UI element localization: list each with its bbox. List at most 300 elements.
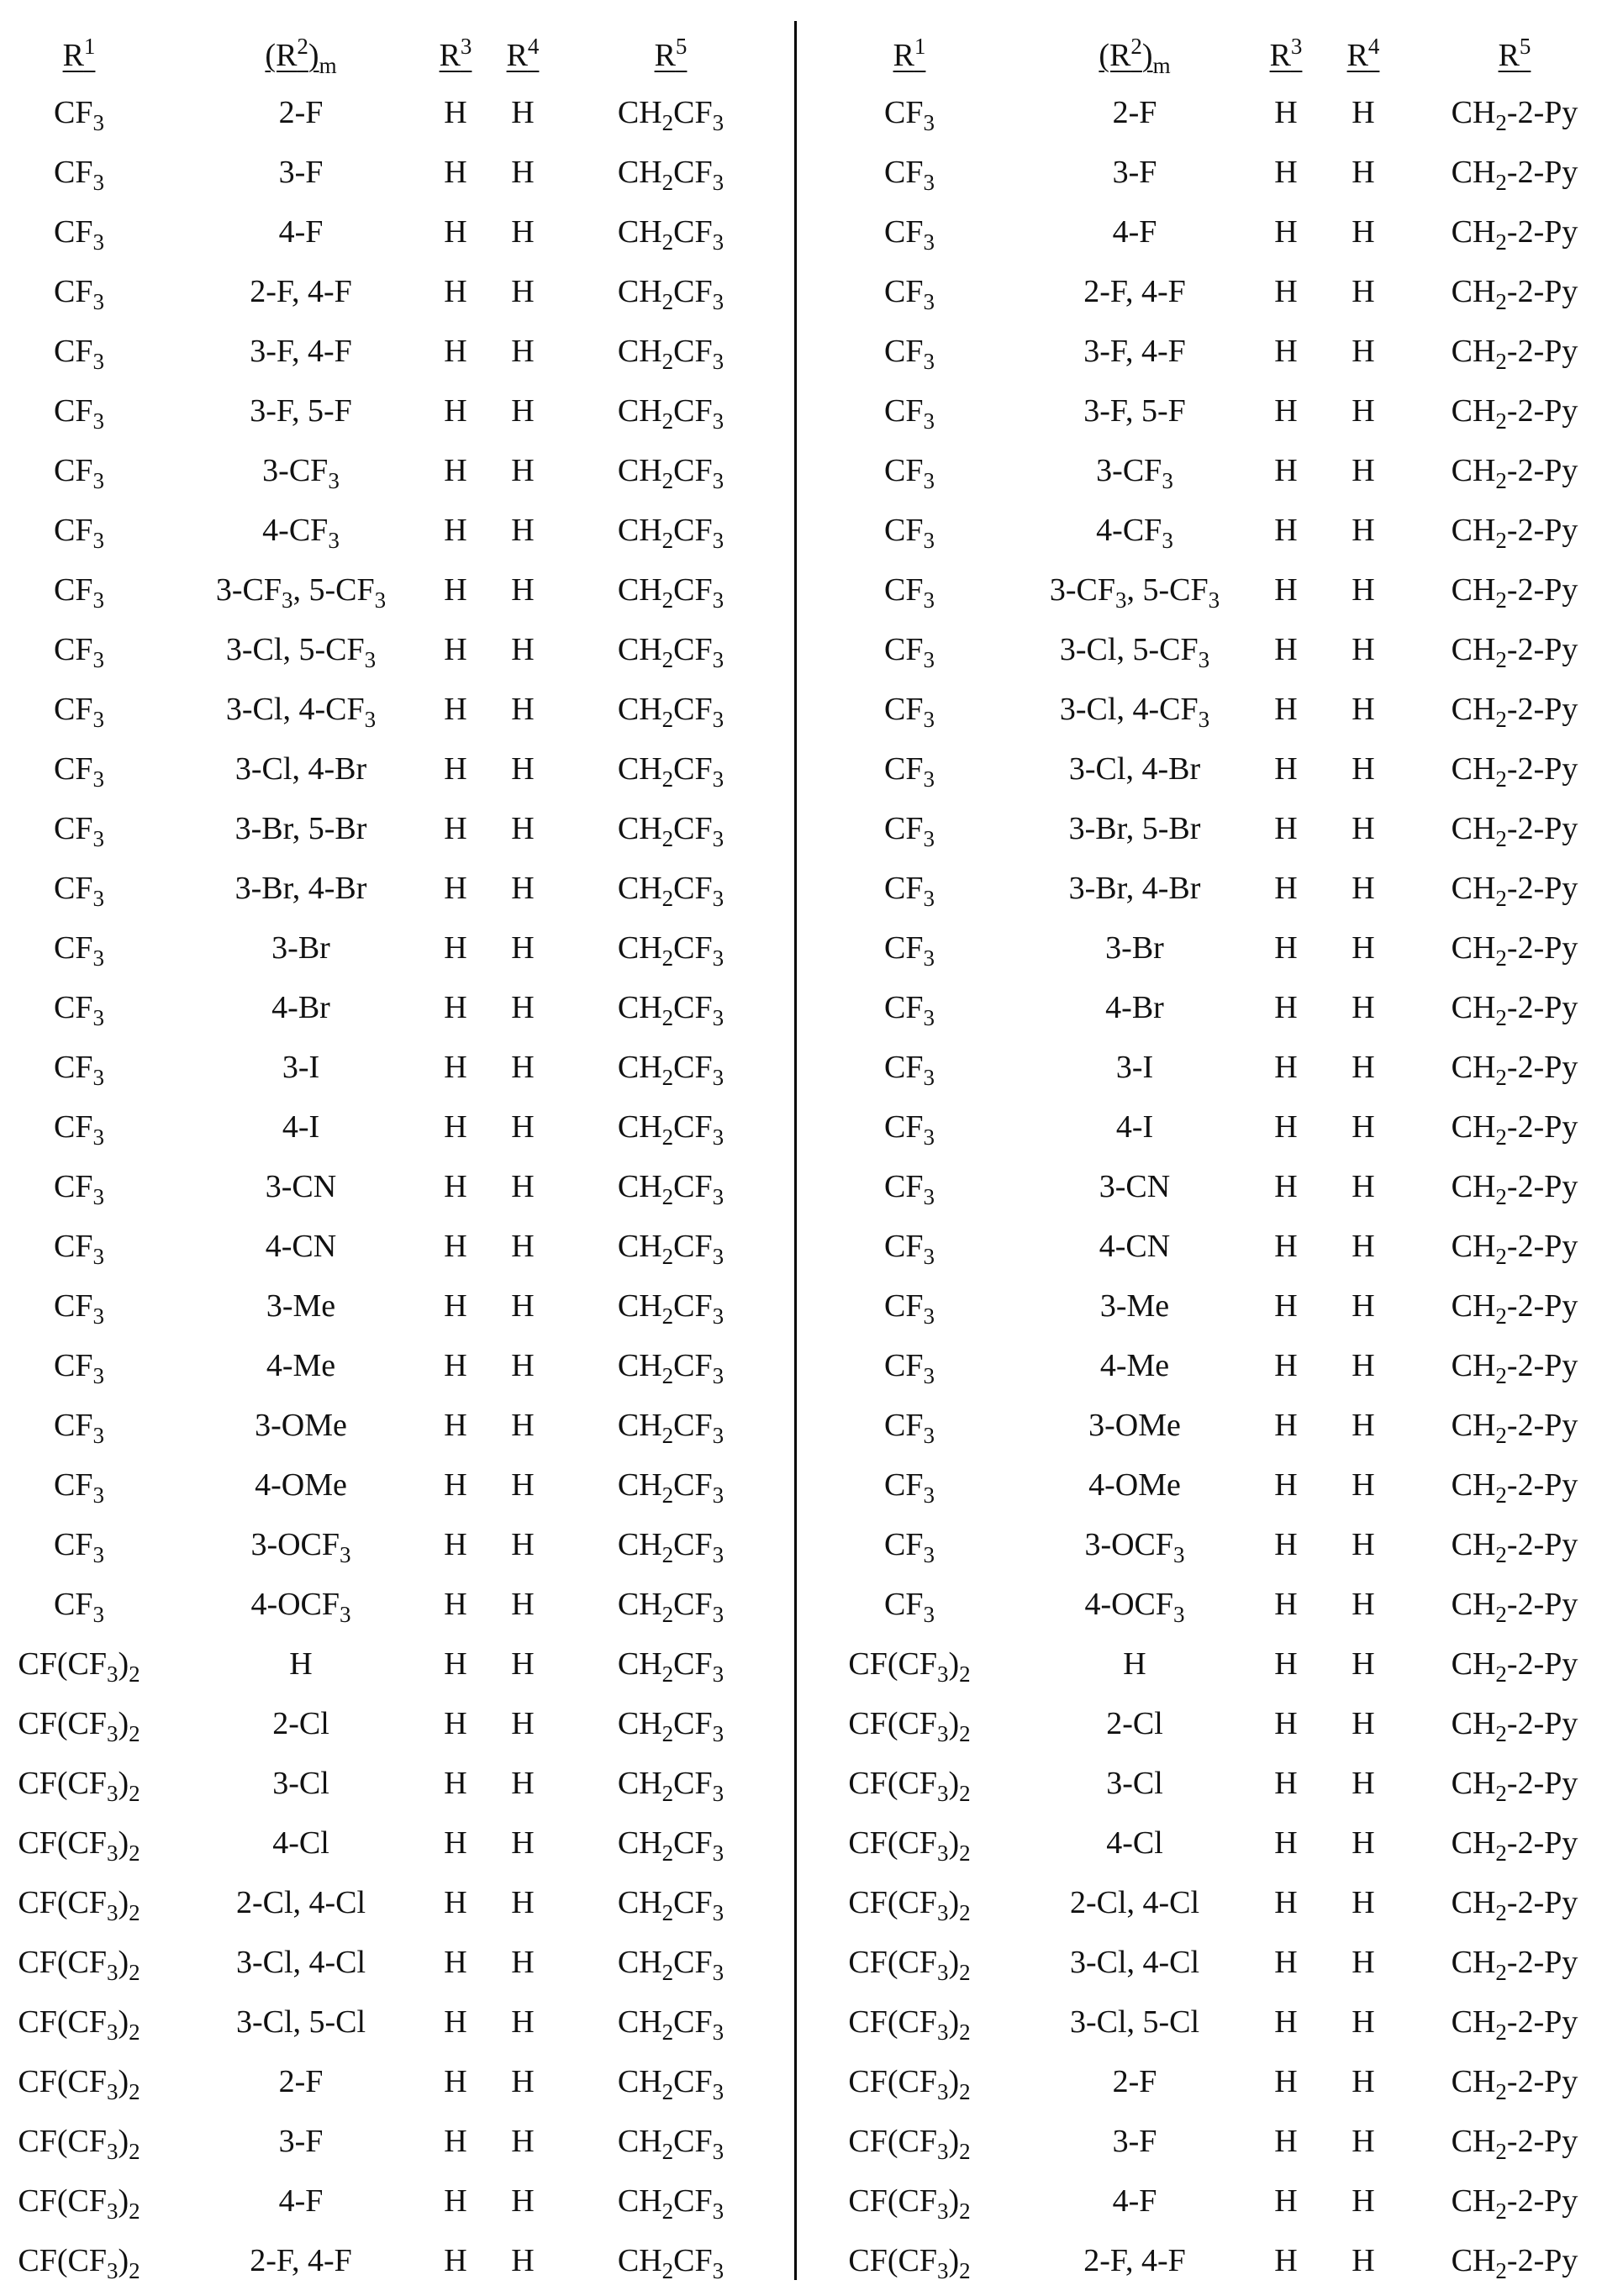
cell-r5: $CH_2-2-Py$ [1451,1885,1578,1925]
cell-r1: $CF_3$ [54,572,104,613]
cell-r2: $3-CF_3$, $5-CF_3$ [1049,572,1220,613]
cell-r2: 3-Br [271,930,330,966]
cell-r3: H [1274,2124,1298,2159]
table-row [0,1758,796,1809]
cell-r5: $CH_2-2-Py$ [1451,632,1578,672]
table-row [0,2116,796,2167]
cell-r3: H [1274,1288,1298,1324]
cell-r1: $CF_3$ [54,632,104,672]
table-row [0,207,796,257]
cell-r3: H [444,751,467,787]
cell-r1: $CF(CF_3)_2$ [18,1885,140,1925]
header-row [0,30,796,81]
cell-r4: H [511,1885,535,1920]
cell-r4: H [511,1706,535,1741]
cell-r5: $CH_2CF_3$ [617,1408,724,1448]
cell-r3: H [1274,274,1298,309]
table-row [798,803,1607,854]
table-row [798,2235,1607,2286]
cell-r2: 4-I [1115,1109,1154,1145]
cell-r4: H [511,1229,535,1264]
cell-r3: H [444,1945,467,1980]
table-row [798,565,1607,615]
cell-r1: $CF_3$ [884,811,935,851]
cell-r2: 3-F [1112,2124,1157,2159]
cell-r4: H [1351,95,1375,130]
cell-r2: 2-F [1112,95,1157,130]
cell-r4: H [1351,2004,1375,2040]
cell-r4: H [1351,513,1375,548]
table-row [798,863,1607,914]
cell-r3: H [1274,513,1298,548]
cell-r1: $CF_3$ [884,1169,935,1209]
cell-r4: H [1351,572,1375,608]
cell-r4: H [1351,334,1375,369]
cell-r2: 4-Br [1105,990,1164,1025]
cell-r4: H [511,513,535,548]
cell-r5: $CH_2-2-Py$ [1451,1646,1578,1687]
cell-r1: $CF_3$ [884,1348,935,1388]
cell-r3: H [1274,2004,1298,2040]
cell-r4: H [511,1587,535,1622]
cell-r5: $CH_2-2-Py$ [1451,1348,1578,1388]
cell-r1: $CF(CF_3)_2$ [848,1945,971,1985]
cell-r4: H [511,214,535,250]
cell-r5: $CH_2-2-Py$ [1451,2183,1578,2224]
table-row [0,1639,796,1689]
table-row [798,1340,1607,1391]
table-row [798,1281,1607,1331]
cell-r2: $3-OCF_3$ [250,1527,351,1567]
table-row [798,386,1607,436]
table-row [0,266,796,317]
cell-r2: 3-I [282,1050,320,1085]
cell-r2: 4-F [1112,214,1157,250]
cell-r5: $CH_2-2-Py$ [1451,811,1578,851]
cell-r2: 4-Me [266,1348,336,1383]
cell-r2: 3-Br, 4-Br [234,871,367,906]
cell-r1: $CF_3$ [884,572,935,613]
cell-r1: $CF_3$ [884,393,935,434]
column-divider [794,21,797,2280]
cell-r4: H [511,2064,535,2099]
cell-r5: $CH_2CF_3$ [617,513,724,553]
cell-r5: $CH_2CF_3$ [617,1885,724,1925]
cell-r4: H [1351,1945,1375,1980]
cell-r3: H [444,632,467,667]
cell-r1: $CF_3$ [54,453,104,493]
cell-r5: $CH_2CF_3$ [617,2243,724,2283]
cell-r4: H [1351,1646,1375,1682]
table-row [798,1102,1607,1152]
cell-r3: H [1274,572,1298,608]
cell-r3: H [444,513,467,548]
cell-r4: H [1351,811,1375,846]
cell-r3: H [444,214,467,250]
cell-r5: $CH_2-2-Py$ [1451,1527,1578,1567]
cell-r1: $CF_3$ [54,871,104,911]
cell-r3: H [1274,1766,1298,1801]
cell-r3: H [444,1408,467,1443]
cell-r3: H [444,1288,467,1324]
cell-r3: H [444,274,467,309]
cell-r4: H [511,453,535,488]
table-row [0,1460,796,1510]
cell-r4: H [511,1408,535,1443]
cell-r5: $CH_2CF_3$ [617,1945,724,1985]
cell-r3: H [1274,2064,1298,2099]
table-row [0,1877,796,1928]
cell-r3: H [444,2064,467,2099]
cell-r4: H [1351,1348,1375,1383]
cell-r1: $CF_3$ [884,1109,935,1150]
cell-r1: $CF(CF_3)_2$ [18,2004,140,2045]
cell-r4: H [511,1288,535,1324]
header-r4: $R^4$ [1346,34,1380,73]
table-row [0,2056,796,2107]
cell-r3: H [1274,1945,1298,1980]
cell-r5: $CH_2CF_3$ [617,871,724,911]
cell-r2: 3-F, 5-F [250,393,352,429]
cell-r2: 3-Cl, 5-Cl [235,2004,366,2040]
table-row [798,1758,1607,1809]
cell-r2: 3-Cl, $5-CF_3$ [1059,632,1210,672]
cell-r3: H [444,334,467,369]
table-row [0,505,796,556]
cell-r3: H [1274,1825,1298,1861]
cell-r5: $CH_2CF_3$ [617,1527,724,1567]
cell-r2: 3-Cl, 4-Cl [235,1945,366,1980]
header-r1: $R^1$ [62,34,96,73]
cell-r4: H [1351,632,1375,667]
cell-r5: $CH_2CF_3$ [617,214,724,255]
cell-r4: H [1351,1408,1375,1443]
cell-r1: $CF(CF_3)_2$ [18,1825,140,1866]
cell-r1: $CF(CF_3)_2$ [848,2183,971,2224]
cell-r2: 3-CN [1099,1169,1171,1204]
cell-r2: 3-F [278,155,324,190]
cell-r2: 4-Br [271,990,330,1025]
cell-r5: $CH_2-2-Py$ [1451,1825,1578,1866]
cell-r1: $CF_3$ [884,871,935,911]
cell-r5: $CH_2CF_3$ [617,1766,724,1806]
cell-r1: $CF_3$ [884,1527,935,1567]
table-row [0,684,796,735]
cell-r3: H [1274,990,1298,1025]
cell-r4: H [511,632,535,667]
cell-r2: 3-I [1115,1050,1154,1085]
cell-r5: $CH_2-2-Py$ [1451,1408,1578,1448]
cell-r2: 3-Cl, 4-Br [234,751,367,787]
cell-r3: H [444,95,467,130]
cell-r3: H [1274,1348,1298,1383]
table-row [0,1818,796,1868]
cell-r1: $CF_3$ [54,1348,104,1388]
cell-r4: H [1351,930,1375,966]
cell-r3: H [444,1050,467,1085]
table-row [798,1460,1607,1510]
cell-r3: H [1274,1527,1298,1562]
cell-r3: H [1274,453,1298,488]
cell-r2: 3-Cl, $4-CF_3$ [1059,692,1210,732]
cell-r3: H [1274,1050,1298,1085]
cell-r1: $CF_3$ [54,1109,104,1150]
cell-r2: $4-OCF_3$ [250,1587,351,1627]
table-row [0,923,796,973]
table-row [798,1400,1607,1451]
header-r5: $R^5$ [1498,34,1531,73]
table-row [0,1221,796,1272]
cell-r1: $CF(CF_3)_2$ [848,1885,971,1925]
cell-r3: H [1274,2243,1298,2278]
table-row [0,2235,796,2286]
cell-r2: 3-Cl [272,1766,329,1801]
cell-r2: 2-F [1112,2064,1157,2099]
cell-r3: H [444,1646,467,1682]
cell-r4: H [511,572,535,608]
cell-r1: $CF_3$ [54,95,104,135]
cell-r5: $CH_2-2-Py$ [1451,1945,1578,1985]
cell-r2: $3-CF_3$, $5-CF_3$ [215,572,387,613]
cell-r1: $CF_3$ [54,1288,104,1329]
cell-r4: H [511,1646,535,1682]
table-row [798,1639,1607,1689]
cell-r4: H [1351,453,1375,488]
cell-r2: 4-F [278,2183,324,2219]
cell-r3: H [444,1229,467,1264]
cell-r5: $CH_2-2-Py$ [1451,1050,1578,1090]
cell-r1: $CF_3$ [54,1587,104,1627]
cell-r4: H [511,1348,535,1383]
cell-r2: 2-F, 4-F [1083,274,1186,309]
cell-r1: $CF(CF_3)_2$ [18,2183,140,2224]
cell-r2: 4-CN [1099,1229,1171,1264]
table-row [0,147,796,197]
cell-r5: $CH_2-2-Py$ [1451,155,1578,195]
cell-r3: H [444,453,467,488]
table-row [0,1937,796,1988]
cell-r1: $CF_3$ [54,1050,104,1090]
cell-r5: $CH_2CF_3$ [617,751,724,792]
cell-r3: H [1274,95,1298,130]
table-row [0,1340,796,1391]
cell-r2: 3-Cl, 4-Cl [1069,1945,1200,1980]
cell-r5: $CH_2CF_3$ [617,1050,724,1090]
table-row [0,326,796,377]
cell-r4: H [1351,1825,1375,1861]
cell-r1: $CF_3$ [884,751,935,792]
cell-r2: 3-Cl [1106,1766,1163,1801]
cell-r1: $CF(CF_3)_2$ [848,2064,971,2104]
table-row [798,1937,1607,1988]
cell-r4: H [511,1527,535,1562]
cell-r1: $CF_3$ [884,1050,935,1090]
cell-r2: 2-F [278,2064,324,2099]
cell-r5: $CH_2CF_3$ [617,1467,724,1508]
cell-r3: H [1274,334,1298,369]
cell-r2: 2-F, 4-F [250,274,352,309]
cell-r2: 2-F, 4-F [250,2243,352,2278]
cell-r2: 3-F, 4-F [1083,334,1186,369]
cell-r1: $CF_3$ [884,274,935,314]
cell-r1: $CF_3$ [884,990,935,1030]
table-row [0,1698,796,1749]
cell-r5: $CH_2CF_3$ [617,811,724,851]
cell-r4: H [511,95,535,130]
cell-r4: H [511,2183,535,2219]
cell-r4: H [1351,2243,1375,2278]
cell-r4: H [1351,1467,1375,1503]
cell-r1: $CF_3$ [884,214,935,255]
cell-r3: H [444,811,467,846]
cell-r5: $CH_2-2-Py$ [1451,2124,1578,2164]
cell-r2: $4-OCF_3$ [1084,1587,1185,1627]
cell-r5: $CH_2-2-Py$ [1451,453,1578,493]
table-row [798,1698,1607,1749]
cell-r5: $CH_2CF_3$ [617,1587,724,1627]
table-row [798,505,1607,556]
table-row [0,1519,796,1570]
cell-r2: 3-F, 5-F [1083,393,1186,429]
cell-r5: $CH_2-2-Py$ [1451,2064,1578,2104]
cell-r5: $CH_2CF_3$ [617,632,724,672]
header-r5: $R^5$ [654,34,688,73]
cell-r3: H [1274,751,1298,787]
cell-r3: H [1274,811,1298,846]
cell-r5: $CH_2-2-Py$ [1451,751,1578,792]
cell-r3: H [1274,2183,1298,2219]
cell-r4: H [1351,2124,1375,2159]
cell-r5: $CH_2CF_3$ [617,930,724,971]
table-right-half [798,0,1607,2296]
table-row [798,87,1607,138]
cell-r3: H [1274,871,1298,906]
cell-r5: $CH_2-2-Py$ [1451,1109,1578,1150]
header-r1: $R^1$ [893,34,926,73]
cell-r3: H [444,1706,467,1741]
cell-r2: 2-F, 4-F [1083,2243,1186,2278]
table-row [798,207,1607,257]
cell-r1: $CF_3$ [54,751,104,792]
cell-r5: $CH_2-2-Py$ [1451,334,1578,374]
cell-r1: $CF_3$ [884,334,935,374]
cell-r5: $CH_2-2-Py$ [1451,572,1578,613]
cell-r1: $CF_3$ [884,1467,935,1508]
cell-r2: 3-F, 4-F [250,334,352,369]
cell-r1: $CF_3$ [54,930,104,971]
table-row [0,386,796,436]
cell-r5: $CH_2CF_3$ [617,1288,724,1329]
table-row [0,1997,796,2047]
cell-r1: $CF_3$ [54,155,104,195]
cell-r1: $CF_3$ [54,1169,104,1209]
cell-r4: H [1351,1050,1375,1085]
cell-r5: $CH_2CF_3$ [617,990,724,1030]
cell-r5: $CH_2-2-Py$ [1451,1766,1578,1806]
cell-r2: 4-CN [265,1229,337,1264]
cell-r5: $CH_2CF_3$ [617,1646,724,1687]
cell-r5: $CH_2-2-Py$ [1451,214,1578,255]
cell-r1: $CF(CF_3)_2$ [18,1766,140,1806]
cell-r2: 2-Cl [272,1706,329,1741]
cell-r5: $CH_2CF_3$ [617,2183,724,2224]
cell-r3: H [444,2183,467,2219]
cell-r5: $CH_2CF_3$ [617,2124,724,2164]
cell-r4: H [511,692,535,727]
cell-r4: H [1351,1766,1375,1801]
cell-r2: 3-OMe [255,1408,347,1443]
cell-r4: H [511,1169,535,1204]
cell-r2: 2-Cl [1106,1706,1163,1741]
cell-r2: 3-Me [1099,1288,1170,1324]
cell-r3: H [1274,393,1298,429]
header-r2m: $(R^2)_m$ [265,34,337,78]
cell-r3: H [444,871,467,906]
table-row [798,2116,1607,2167]
cell-r1: $CF(CF_3)_2$ [18,1945,140,1985]
cell-r1: $CF_3$ [54,274,104,314]
cell-r2: $3-OCF_3$ [1084,1527,1185,1567]
table-row [0,1281,796,1331]
cell-r3: H [444,2124,467,2159]
cell-r2: 4-OMe [255,1467,347,1503]
cell-r1: $CF(CF_3)_2$ [848,1825,971,1866]
cell-r1: $CF(CF_3)_2$ [18,1646,140,1687]
table-row [798,1877,1607,1928]
cell-r3: H [444,1467,467,1503]
table-row [0,982,796,1033]
cell-r1: $CF_3$ [884,513,935,553]
cell-r3: H [444,1587,467,1622]
table-row [0,445,796,496]
header-r2m: $(R^2)_m$ [1099,34,1171,78]
cell-r4: H [511,2243,535,2278]
cell-r4: H [1351,2183,1375,2219]
cell-r3: H [1274,1885,1298,1920]
cell-r2: $3-CF_3$ [262,453,340,493]
cell-r3: H [1274,214,1298,250]
table-row [0,1161,796,1212]
cell-r5: $CH_2CF_3$ [617,1109,724,1150]
table-left-half [0,0,796,2296]
cell-r2: 3-Cl, $5-CF_3$ [225,632,377,672]
table-row [798,923,1607,973]
cell-r4: H [1351,871,1375,906]
cell-r1: $CF(CF_3)_2$ [18,2124,140,2164]
cell-r5: $CH_2CF_3$ [617,1169,724,1209]
cell-r4: H [1351,155,1375,190]
cell-r4: H [1351,1527,1375,1562]
table-row [0,565,796,615]
cell-r3: H [444,572,467,608]
cell-r2: 3-Me [266,1288,336,1324]
cell-r5: $CH_2-2-Py$ [1451,692,1578,732]
cell-r1: $CF(CF_3)_2$ [848,1646,971,1687]
cell-r1: $CF(CF_3)_2$ [848,2243,971,2283]
cell-r4: H [1351,1169,1375,1204]
cell-r4: H [1351,214,1375,250]
cell-r1: $CF_3$ [54,334,104,374]
cell-r1: $CF_3$ [884,1229,935,1269]
cell-r5: $CH_2-2-Py$ [1451,990,1578,1030]
cell-r3: H [444,1348,467,1383]
cell-r4: H [1351,274,1375,309]
cell-r5: $CH_2-2-Py$ [1451,1169,1578,1209]
table-row [0,803,796,854]
cell-r2: 3-Cl, $4-CF_3$ [225,692,377,732]
cell-r4: H [511,990,535,1025]
table-row [798,684,1607,735]
